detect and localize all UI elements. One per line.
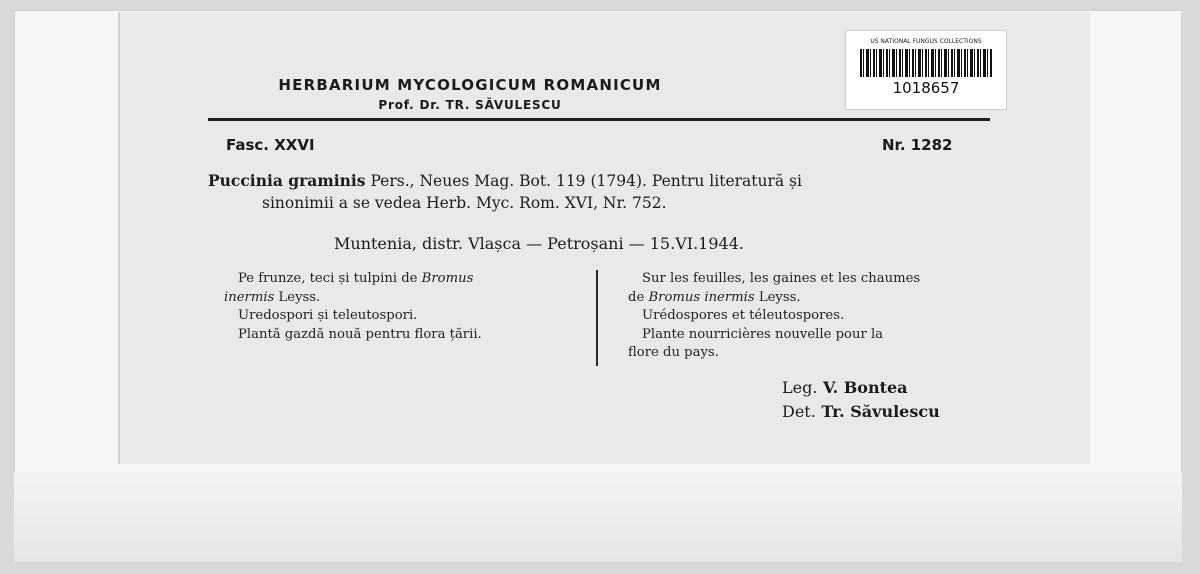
- fr-new-host-cont: flore du pays.: [628, 345, 719, 360]
- barcode-label: [845, 30, 1007, 110]
- institution-title: HERBARIUM MYCOLOGICUM ROMANICUM: [278, 76, 662, 94]
- specimen-number: Nr. 1282: [882, 136, 953, 154]
- romanian-notes: [224, 270, 574, 344]
- fr-spores: Urédospores et téleutospores.: [642, 308, 845, 323]
- collector: [782, 378, 908, 397]
- fr-host-author: Leyss.: [754, 289, 801, 305]
- collector-prefix: Leg.: [782, 378, 818, 397]
- packet-flap: [14, 472, 1182, 562]
- determiner: [782, 402, 940, 421]
- ro-new-host: Plantă gazdă nouă pentru flora țării.: [238, 326, 482, 342]
- fascicle-number: Fasc. XXVI: [226, 136, 315, 154]
- species-citation-line2: sinonimii a se vedea Herb. Myc. Rom. XVI, Nr. 752.: [262, 194, 667, 212]
- species-citation: [208, 170, 1008, 214]
- barcode-icon: [860, 49, 992, 77]
- institution-subtitle: Prof. Dr. TR. SĂVULESCU: [378, 98, 562, 112]
- species-name: Puccinia graminis: [208, 171, 366, 190]
- determiner-prefix: Det.: [782, 402, 816, 421]
- ro-host-author: Leyss.: [274, 289, 321, 305]
- barcode-collection: US NATIONAL FUNGUS COLLECTIONS: [870, 38, 982, 45]
- french-notes: [628, 270, 1008, 363]
- ro-spores: Uredospori și teleutospori.: [238, 308, 418, 323]
- locality: Muntenia, distr. Vlașca — Petroșani — 15.VI.1944.: [334, 234, 744, 253]
- determiner-name: Tr. Săvulescu: [821, 402, 940, 421]
- fr-new-host: Plante nourricières nouvelle pour la: [642, 326, 884, 342]
- species-citation-line1: Pers., Neues Mag. Bot. 119 (1794). Pentru literatură și: [365, 172, 802, 190]
- fr-host: Bromus inermis: [648, 289, 755, 305]
- column-divider: [596, 270, 598, 366]
- ro-host-genus: Bromus: [421, 271, 474, 286]
- ro-line1: Pe frunze, teci și tulpini de: [238, 271, 422, 286]
- fr-line1: Sur les feuilles, les gaines et les chaumes: [642, 271, 921, 286]
- ro-host-species: inermis: [224, 289, 275, 305]
- barcode-number: 1018657: [892, 79, 960, 97]
- fr-line2-pre: de: [628, 289, 649, 305]
- collector-name: V. Bontea: [823, 378, 908, 397]
- header-rule: [208, 118, 990, 121]
